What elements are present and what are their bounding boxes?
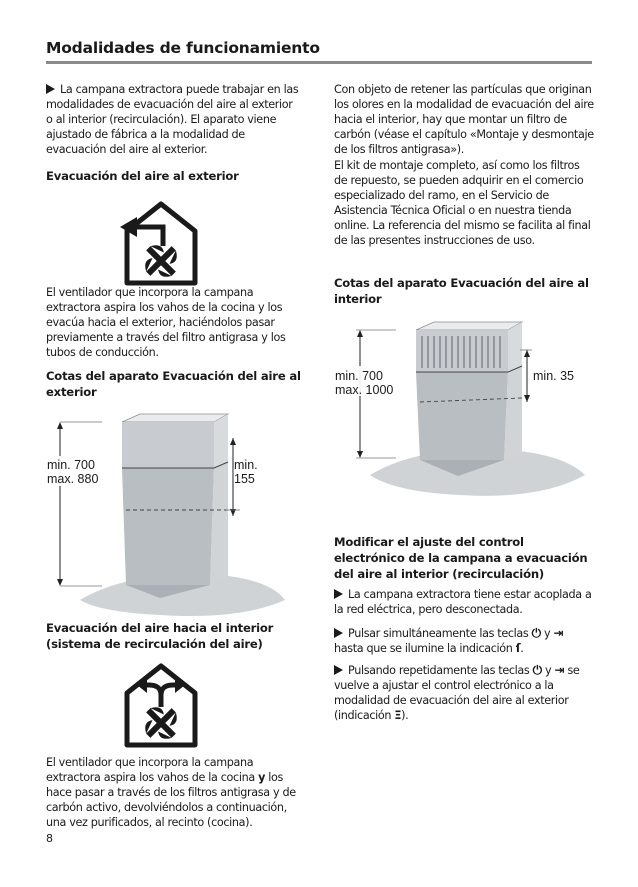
intro-paragraph: La campana extractora puede trabajar en las modalidades de evacuación del aire al exterior o al interior (recirculación). El aparato viene ajustado de fábrica a la modalidad de evacuación del aire al exterior. bbox=[46, 83, 299, 156]
level-key-icon: ⇥ bbox=[554, 663, 565, 677]
recirc-paragraph: El ventilador que incorpora la campana extractora aspira los vahos de la cocina y los hace pasar a través de los filtros antigrasa y de carbón activo, devolviéndolos a continuación, una vez purificados, al recinto (cocina). bbox=[46, 756, 296, 829]
exhaust-dims-heading: Cotas del aparato Evacuación del aire al exterior bbox=[46, 369, 301, 399]
recirc-heading: Evacuación del aire hacia el interior (sistema de recirculación del aire) bbox=[46, 621, 274, 651]
power-key-icon: ⏻ bbox=[532, 663, 542, 677]
step-3: Pulsando repetidamente las teclas ⏻ y ⇥ se vuelve a ajustar el control electrónico a la modalidad de evacuación del aire al exterior (indicación Ξ). bbox=[334, 663, 580, 722]
exhaust-dim-label-c: min. bbox=[234, 458, 258, 472]
step-1: La campana extractora tiene estar acoplada a la red eléctrica, pero desconectada. bbox=[334, 588, 592, 616]
exhaust-paragraph: El ventilador que incorpora la campana extractora aspira los vahos de la cocina y los evacúa hacia el exterior, haciéndolos pasar previamente a través del filtro antigrasa y los tubos de conducción. bbox=[46, 286, 286, 359]
page-title: Modalidades de funcionamiento bbox=[46, 39, 320, 57]
recirc-dims-heading: Cotas del aparato Evacuación del aire al interior bbox=[334, 276, 589, 306]
exhaust-dim-label-d: 155 bbox=[234, 472, 255, 486]
indicator-recirculation: ſ bbox=[515, 642, 521, 655]
page-number: 8 bbox=[46, 832, 53, 845]
recirculation-house-icon bbox=[111, 663, 211, 748]
modify-heading: Modificar el ajuste del control electrónico de la campana a evacuación del aire al interior (recirculación) bbox=[334, 535, 588, 581]
indicator-exhaust: Ξ bbox=[394, 709, 402, 722]
power-key-icon: ⏻ bbox=[531, 626, 541, 640]
exhaust-house-icon bbox=[111, 201, 211, 286]
recirc-dim-label-c: min. 35 bbox=[533, 369, 574, 383]
recirc-dim-label-a: min. 700 bbox=[335, 369, 383, 383]
level-key-icon: ⇥ bbox=[553, 626, 564, 640]
exhaust-dim-label-a: min. 700 bbox=[47, 458, 95, 472]
step-2: Pulsar simultáneamente las teclas ⏻ y ⇥ hasta que se ilumine la indicación ſ. bbox=[334, 626, 564, 655]
step-arrow-icon bbox=[46, 84, 55, 94]
recirc-dim-label-b: max. 1000 bbox=[335, 383, 394, 397]
recirc-dimension-drawing bbox=[330, 320, 600, 520]
filter-paragraph: Con objeto de retener las partículas que originan los olores en la modalidad de evacuación del aire hacia el interior, hay que montar un filtro de carbón (véase el capítulo «Montaje y desmontaje de los filtros antigrasa»). bbox=[334, 83, 594, 156]
exhaust-heading: Evacuación del aire al exterior bbox=[46, 169, 239, 183]
step-arrow-icon bbox=[334, 628, 343, 638]
title-rule bbox=[46, 61, 592, 64]
exhaust-dimension-drawing bbox=[40, 410, 302, 630]
step-arrow-icon bbox=[334, 589, 343, 599]
kit-paragraph: El kit de montaje completo, así como los filtros de repuesto, se pueden adquirir en el comercio especializado del ramo, en el Servicio de Asistencia Técnica Oficial o en nuestra tienda online. La referencia del mismo se facilita al final de las presentes instrucciones de uso. bbox=[334, 159, 591, 247]
step-arrow-icon bbox=[334, 665, 343, 675]
exhaust-dim-label-b: max. 880 bbox=[47, 472, 99, 486]
